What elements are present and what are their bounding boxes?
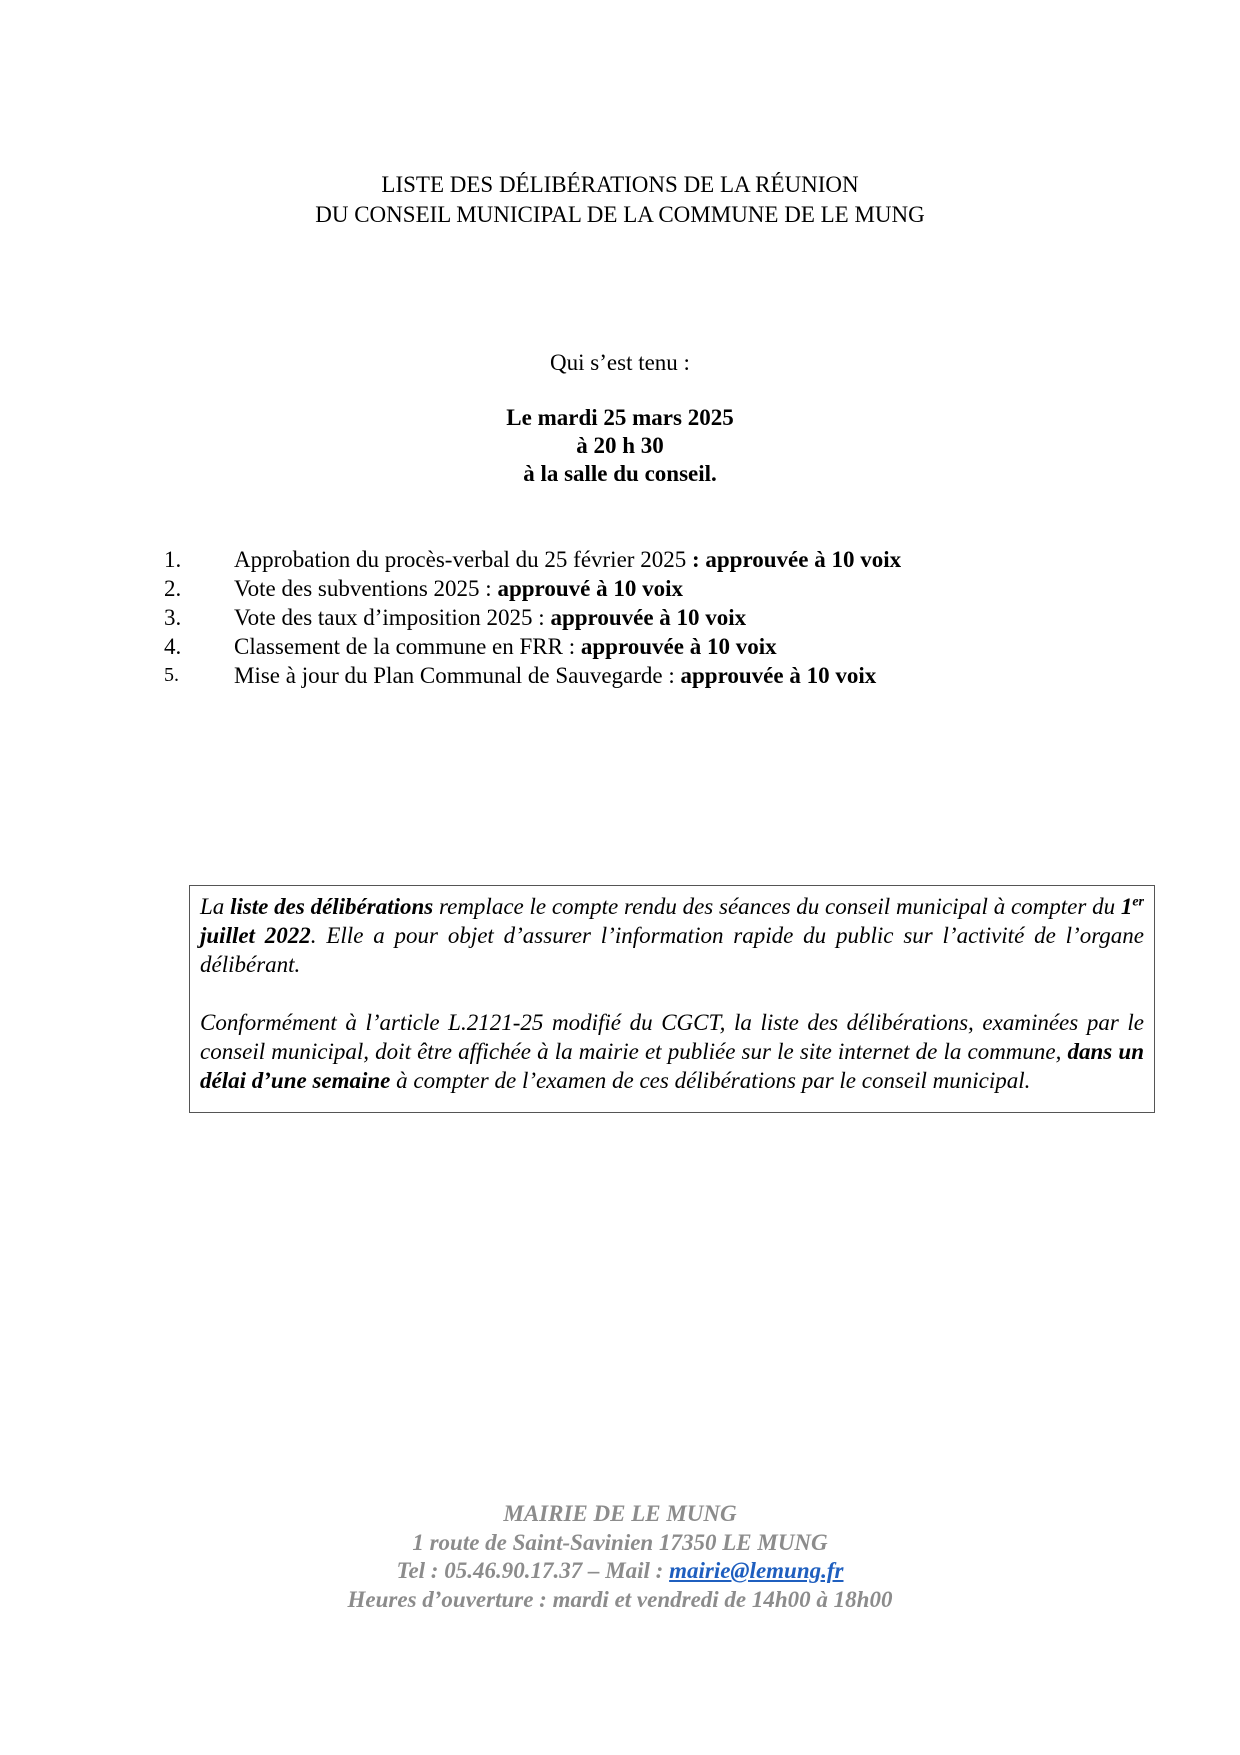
list-item [0, 632, 1240, 661]
item-text: Mise à jour du Plan Communal de Sauvegarde : [234, 663, 681, 688]
list-item [0, 545, 1240, 574]
item-text: Vote des taux d’imposition 2025 : [234, 605, 551, 630]
title-line-1: LISTE DES DÉLIBÉRATIONS DE LA RÉUNION [381, 172, 859, 197]
item-number: 2. [164, 576, 182, 601]
item-number: 3. [164, 605, 182, 630]
footer-address: 1 route de Saint-Savinien 17350 LE MUNG [412, 1529, 828, 1555]
meeting-place: à la salle du conseil. [523, 461, 717, 486]
meeting-intro: Qui s’est tenu : [550, 350, 690, 375]
item-vote-result: : approuvée à 10 voix [691, 547, 902, 572]
item-text: Approbation du procès-verbal du 25 février 2025 [234, 547, 692, 572]
deliberations-list [0, 545, 1240, 690]
item-vote-result: approuvée à 10 voix [580, 634, 777, 659]
legal-notice-box [189, 885, 1155, 1113]
item-vote-result: approuvé à 10 voix [497, 576, 683, 601]
item-number: 5. [164, 664, 179, 686]
list-item [0, 603, 1240, 632]
footer-contact: Tel : 05.46.90.17.37 – Mail : mairie@lemung.fr [396, 1558, 844, 1583]
title-line-2: DU CONSEIL MUNICIPAL DE LA COMMUNE DE LE MUNG [315, 202, 925, 227]
list-item [0, 574, 1240, 603]
item-text: Classement de la commune en FRR : [234, 634, 581, 659]
item-text: Vote des subventions 2025 : [234, 576, 498, 601]
list-item [0, 661, 1240, 690]
email-link[interactable]: mairie@lemung.fr [669, 1558, 844, 1583]
notice-paragraph-2: Conformément à l’article L.2121-25 modifié du CGCT, la liste des délibérations, examinées par le conseil municipal, doit être affichée à la mairie et publiée sur le site internet de la commune, dans un délai d’une semaine à compter de l’examen de ces délibérations par le conseil municipal. [200, 1010, 1144, 1093]
item-vote-result: approuvée à 10 voix [680, 663, 877, 688]
footer-hours: Heures d’ouverture : mardi et vendredi de 14h00 à 18h00 [347, 1586, 893, 1612]
document-title [0, 170, 1240, 230]
notice-date: juillet 2022 [200, 923, 311, 948]
notice-paragraph-1: La liste des délibérations remplace le compte rendu des séances du conseil municipal à compter du 1er juillet 2022. Elle a pour objet d’assurer l’information rapide du public sur l’activité de l’organe délibérant. [200, 894, 1145, 977]
footer-name: MAIRIE DE LE MUNG [503, 1501, 737, 1526]
item-number: 1. [164, 547, 182, 572]
footer [0, 1500, 1240, 1614]
meeting-details [0, 404, 1240, 488]
notice-emphasis: liste des délibérations [230, 894, 434, 919]
notice-deadline: dans un délai d’une semaine [200, 1039, 1144, 1093]
item-number: 4. [164, 634, 182, 659]
item-vote-result: approuvée à 10 voix [550, 605, 747, 630]
meeting-time: à 20 h 30 [576, 433, 664, 458]
meeting-date: Le mardi 25 mars 2025 [506, 405, 734, 430]
